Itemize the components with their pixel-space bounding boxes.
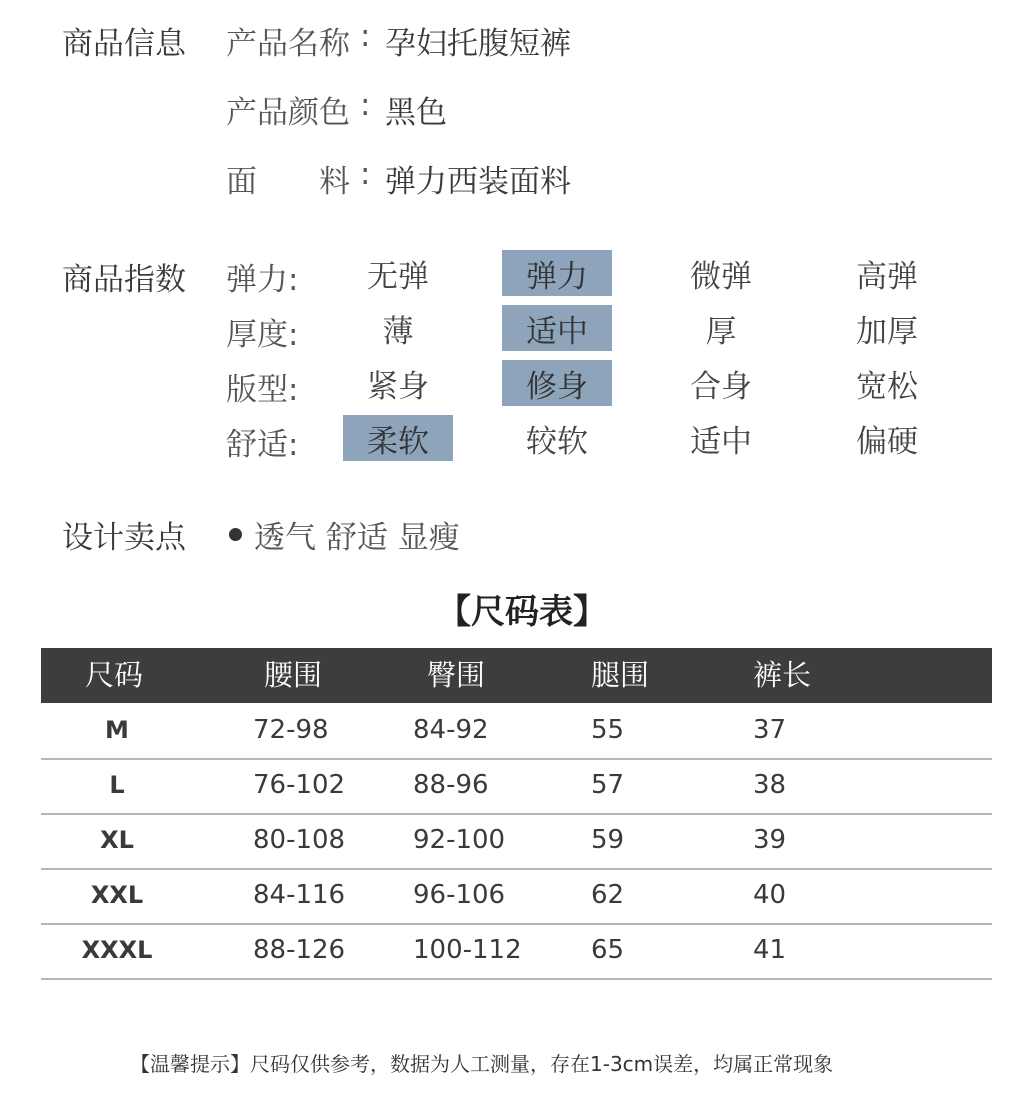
table-row xyxy=(41,868,992,925)
tip-note: 【温馨提示】尺码仅供参考，数据为人工测量，存在1-3cm误差，均属正常现象 xyxy=(130,1052,834,1076)
measure-cell: 65 xyxy=(591,935,625,965)
index-row-label: 舒适: xyxy=(226,427,299,463)
header-waist: 腰围 xyxy=(264,658,323,692)
product-info-title: 商品信息 xyxy=(62,26,186,62)
size-cell: L xyxy=(109,771,125,799)
size-table-header xyxy=(41,648,992,703)
table-row xyxy=(41,813,992,870)
index-option: 薄 xyxy=(382,313,414,350)
product-color-label: 产品颜色 xyxy=(226,95,350,131)
header-size: 尺码 xyxy=(85,658,144,692)
size-chart-title: 【尺码表】 xyxy=(437,592,607,632)
measure-cell: 72-98 xyxy=(253,715,329,745)
index-option-selected: 修身 xyxy=(502,360,612,406)
measure-cell: 92-100 xyxy=(413,825,506,855)
size-cell: M xyxy=(105,716,129,744)
index-option: 宽松 xyxy=(856,368,918,405)
index-row-label: 弹力: xyxy=(226,262,299,298)
measure-cell: 59 xyxy=(591,825,625,855)
separator: : xyxy=(360,156,371,192)
product-name-value: 孕妇托腹短裤 xyxy=(385,26,571,62)
size-cell: XXL xyxy=(90,881,144,909)
design-points: 透气 舒适 显瘦 xyxy=(254,520,460,556)
product-index-title: 商品指数 xyxy=(62,262,186,298)
measure-cell: 76-102 xyxy=(253,770,346,800)
product-color-value: 黑色 xyxy=(385,95,447,131)
index-option: 高弹 xyxy=(856,258,918,295)
bullet-icon xyxy=(229,528,242,541)
index-option-selected: 柔软 xyxy=(343,415,453,461)
header-hip: 臀围 xyxy=(427,658,486,692)
index-option: 较软 xyxy=(526,423,588,460)
index-option: 厚 xyxy=(705,313,737,350)
index-row-label: 厚度: xyxy=(226,317,299,353)
separator: : xyxy=(360,18,371,54)
measure-cell: 57 xyxy=(591,770,625,800)
measure-cell: 96-106 xyxy=(413,880,506,910)
header-length: 裤长 xyxy=(753,658,812,692)
measure-cell: 37 xyxy=(753,715,787,745)
index-row-label: 版型: xyxy=(226,372,299,408)
measure-cell: 62 xyxy=(591,880,625,910)
table-row xyxy=(41,758,992,815)
size-cell: XL xyxy=(100,826,134,854)
measure-cell: 41 xyxy=(753,935,787,965)
measure-cell: 84-116 xyxy=(253,880,346,910)
index-option: 微弹 xyxy=(690,258,752,295)
index-option: 偏硬 xyxy=(856,423,918,460)
index-option: 加厚 xyxy=(856,313,918,350)
measure-cell: 84-92 xyxy=(413,715,489,745)
measure-cell: 100-112 xyxy=(413,935,522,965)
index-option: 无弹 xyxy=(367,258,429,295)
design-points-title: 设计卖点 xyxy=(62,520,186,556)
measure-cell: 55 xyxy=(591,715,625,745)
measure-cell: 88-96 xyxy=(413,770,489,800)
index-option-selected: 适中 xyxy=(502,305,612,351)
measure-cell: 38 xyxy=(753,770,787,800)
index-option-selected: 弹力 xyxy=(502,250,612,296)
table-row xyxy=(41,923,992,980)
product-name-label: 产品名称 xyxy=(226,26,350,62)
size-cell: XXXL xyxy=(81,936,153,964)
fabric-label: 面 料 xyxy=(226,164,350,200)
index-option: 紧身 xyxy=(367,368,429,405)
fabric-value: 弹力西装面料 xyxy=(385,164,571,200)
header-thigh: 腿围 xyxy=(591,658,650,692)
index-option: 合身 xyxy=(690,368,752,405)
measure-cell: 40 xyxy=(753,880,787,910)
measure-cell: 80-108 xyxy=(253,825,346,855)
separator: : xyxy=(360,87,371,123)
measure-cell: 88-126 xyxy=(253,935,346,965)
index-option: 适中 xyxy=(690,423,752,460)
table-row xyxy=(41,703,992,760)
measure-cell: 39 xyxy=(753,825,787,855)
